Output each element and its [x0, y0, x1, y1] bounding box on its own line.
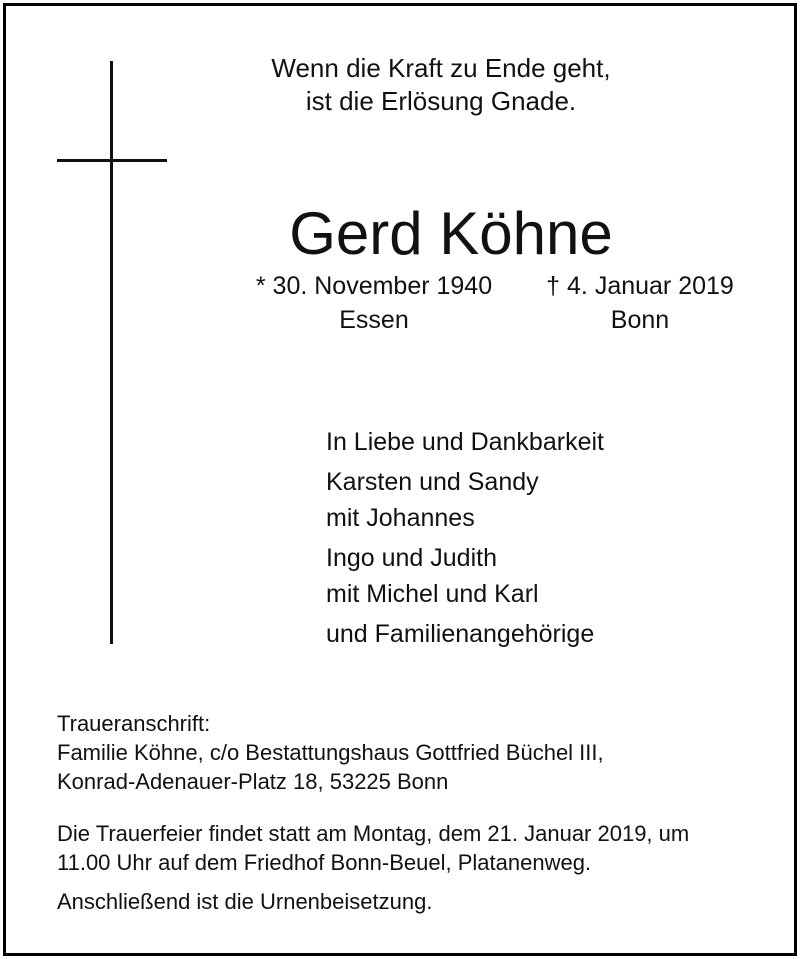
death-place: Bonn: [610, 306, 670, 334]
birth-place: Essen: [339, 306, 409, 334]
ceremony-line: Die Trauerfeier findet statt am Montag, dem 21. Januar 2019, um: [57, 821, 690, 846]
mourner-family: [326, 464, 604, 536]
ceremony-line: 11.00 Uhr auf dem Friedhof Bonn-Beuel, Platanenweg.: [57, 850, 592, 875]
deceased-name: Gerd Köhne: [289, 200, 613, 267]
ceremony-info: [57, 819, 689, 877]
mourning-address: [57, 709, 604, 796]
address-label: Traueranschrift:: [57, 711, 211, 736]
mourner-family: [326, 540, 604, 612]
urn-burial-note: Anschließend ist die Urnenbeisetzung.: [57, 889, 433, 914]
death-date: † 4. Januar 2019: [546, 272, 734, 300]
mourner-line: mit Johannes: [326, 504, 475, 532]
address-line: Familie Köhne, c/o Bestattungshaus Gottfried Büchel III,: [57, 740, 604, 765]
death-info: [528, 269, 752, 337]
mourner-line: Karsten und Sandy: [326, 468, 539, 496]
mourners-list: [326, 424, 604, 652]
mourner-relatives: und Familienangehörige: [326, 620, 595, 648]
motto-line: ist die Erlösung Gnade.: [305, 86, 577, 116]
mourners-intro: In Liebe und Dankbarkeit: [326, 428, 604, 456]
birth-date: * 30. November 1940: [255, 272, 493, 300]
motto-line: Wenn die Kraft zu Ende geht,: [271, 53, 611, 83]
cross-icon: [110, 61, 113, 644]
obituary-notice: [3, 3, 797, 956]
mourner-line: mit Michel und Karl: [326, 580, 539, 608]
birth-info: [236, 269, 512, 337]
cross-icon-bar: [57, 159, 167, 162]
mourner-line: Ingo und Judith: [326, 544, 497, 572]
motto: [246, 52, 636, 118]
address-line: Konrad-Adenauer-Platz 18, 53225 Bonn: [57, 769, 449, 794]
